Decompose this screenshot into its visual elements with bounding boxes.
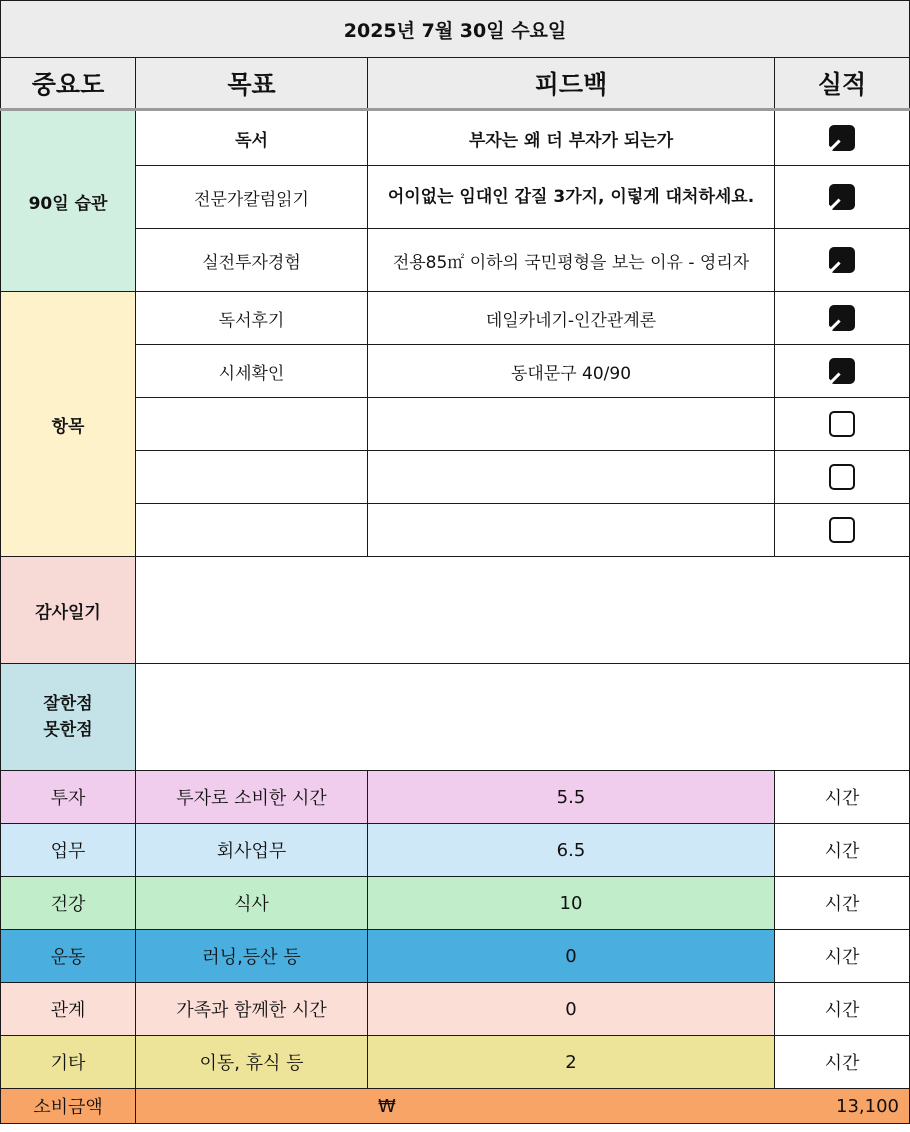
spending-value-cell[interactable] [136, 1089, 910, 1124]
habit-goal-2[interactable]: 실전투자경험 [136, 229, 368, 292]
gratitude-label: 감사일기 [1, 557, 136, 664]
habit-feedback-0[interactable]: 부자는 왜 더 부자가 되는가 [368, 110, 775, 166]
item-goal-4[interactable] [136, 504, 368, 557]
time-unit-1: 시간 [775, 824, 910, 877]
item-check-cell-4 [775, 504, 910, 557]
item-check-cell-0 [775, 292, 910, 345]
item-feedback-2[interactable] [368, 398, 775, 451]
time-value-4[interactable]: 0 [368, 983, 775, 1036]
habit-goal-0[interactable]: 독서 [136, 110, 368, 166]
habit-check-cell-2 [775, 229, 910, 292]
header-importance: 중요도 [1, 58, 136, 110]
time-value-2[interactable]: 10 [368, 877, 775, 930]
habit-checkbox-0[interactable] [829, 125, 855, 151]
time-category-3: 운동 [1, 930, 136, 983]
time-value-0[interactable]: 5.5 [368, 771, 775, 824]
spending-amount: 13,100 [836, 1095, 900, 1117]
spending-label: 소비금액 [1, 1089, 136, 1124]
time-activity-5: 이동, 휴식 등 [136, 1036, 368, 1089]
time-value-1[interactable]: 6.5 [368, 824, 775, 877]
time-activity-4: 가족과 함께한 시간 [136, 983, 368, 1036]
item-feedback-0[interactable]: 데일카네기-인간관계론 [368, 292, 775, 345]
header-feedback: 피드백 [368, 58, 775, 110]
items-category: 항목 [1, 292, 136, 557]
time-value-3[interactable]: 0 [368, 930, 775, 983]
item-check-cell-2 [775, 398, 910, 451]
item-check-cell-3 [775, 451, 910, 504]
habit-check-cell-1 [775, 166, 910, 229]
date-title: 2025년 7월 30일 수요일 [1, 1, 910, 58]
item-checkbox-3[interactable] [829, 464, 855, 490]
header-goal: 목표 [136, 58, 368, 110]
currency-symbol: ₩ [378, 1095, 396, 1117]
time-activity-2: 식사 [136, 877, 368, 930]
habit-feedback-1[interactable]: 어이없는 임대인 갑질 3가지, 이렇게 대처하세요. [368, 166, 775, 229]
item-goal-1[interactable]: 시세확인 [136, 345, 368, 398]
item-check-cell-1 [775, 345, 910, 398]
review-label: 잘한점 못한점 [1, 664, 136, 771]
habit-goal-1[interactable]: 전문가칼럼읽기 [136, 166, 368, 229]
habit-category: 90일 습관 [1, 110, 136, 292]
time-unit-5: 시간 [775, 1036, 910, 1089]
review-content[interactable] [136, 664, 910, 771]
gratitude-content[interactable] [136, 557, 910, 664]
time-category-4: 관계 [1, 983, 136, 1036]
time-activity-3: 러닝,등산 등 [136, 930, 368, 983]
time-activity-0: 투자로 소비한 시간 [136, 771, 368, 824]
header-result: 실적 [775, 58, 910, 110]
time-value-5[interactable]: 2 [368, 1036, 775, 1089]
item-feedback-3[interactable] [368, 451, 775, 504]
habit-checkbox-1[interactable] [829, 184, 855, 210]
item-checkbox-1[interactable] [829, 358, 855, 384]
time-activity-1: 회사업무 [136, 824, 368, 877]
habit-feedback-2[interactable]: 전용85㎡ 이하의 국민평형을 보는 이유 - 영리자 [368, 229, 775, 292]
time-unit-2: 시간 [775, 877, 910, 930]
item-goal-2[interactable] [136, 398, 368, 451]
item-checkbox-4[interactable] [829, 517, 855, 543]
habit-checkbox-2[interactable] [829, 247, 855, 273]
habit-check-cell-0 [775, 110, 910, 166]
time-category-2: 건강 [1, 877, 136, 930]
time-category-5: 기타 [1, 1036, 136, 1089]
time-unit-4: 시간 [775, 983, 910, 1036]
item-feedback-1[interactable]: 동대문구 40/90 [368, 345, 775, 398]
time-unit-3: 시간 [775, 930, 910, 983]
item-checkbox-0[interactable] [829, 305, 855, 331]
time-category-0: 투자 [1, 771, 136, 824]
item-goal-0[interactable]: 독서후기 [136, 292, 368, 345]
item-feedback-4[interactable] [368, 504, 775, 557]
time-category-1: 업무 [1, 824, 136, 877]
item-goal-3[interactable] [136, 451, 368, 504]
time-unit-0: 시간 [775, 771, 910, 824]
item-checkbox-2[interactable] [829, 411, 855, 437]
